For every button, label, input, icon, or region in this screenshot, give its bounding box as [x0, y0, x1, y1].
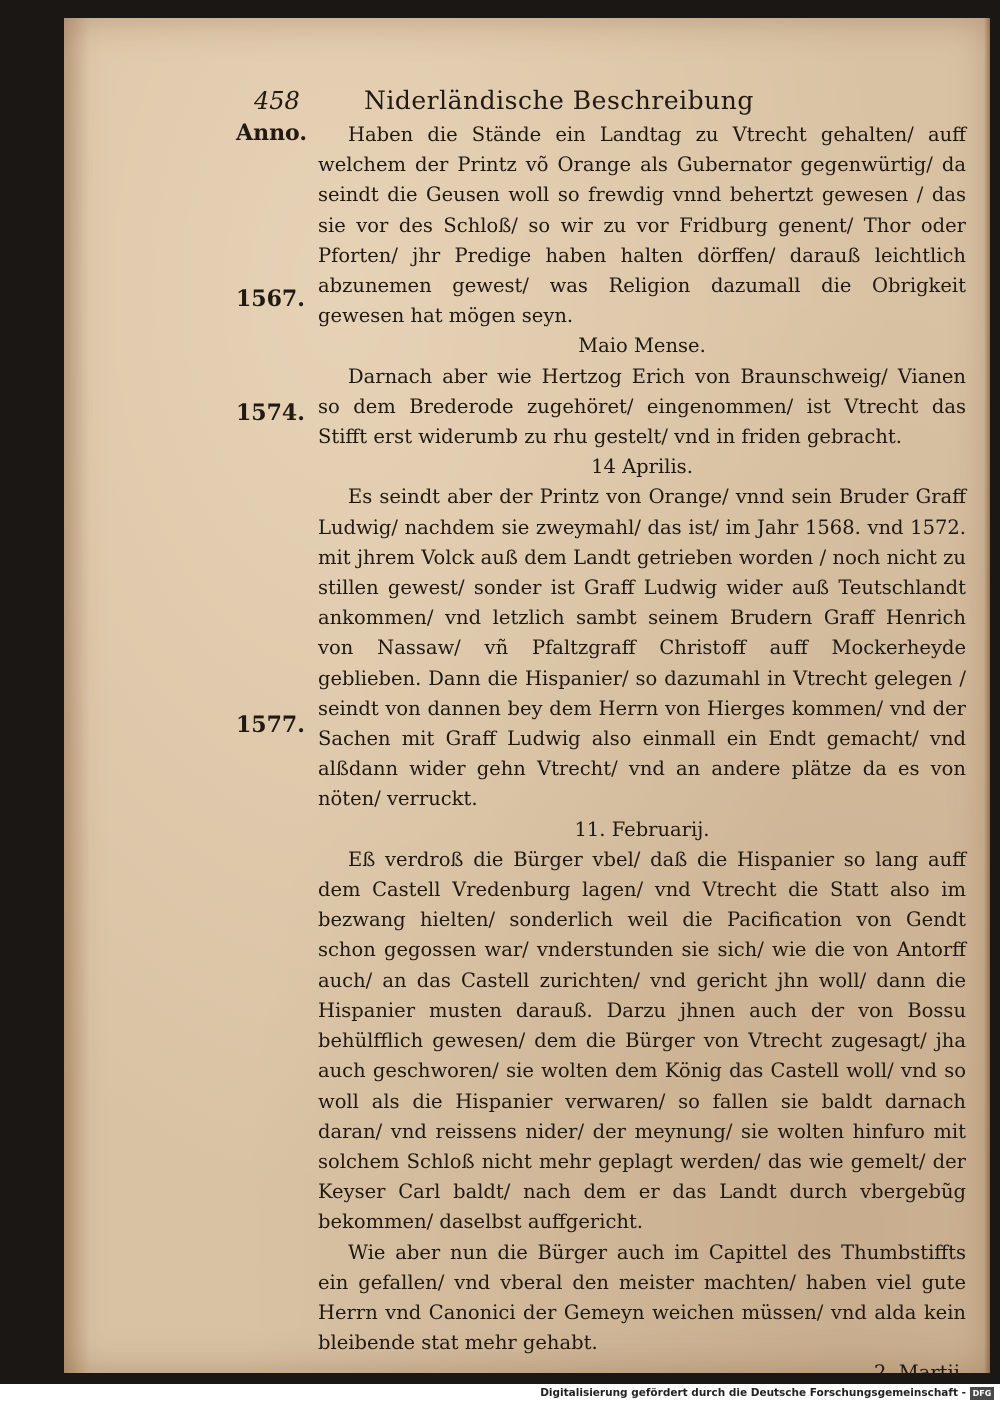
footer-bar	[0, 1384, 1000, 1404]
paragraph-landtag: Haben die Stände ein Landtag zu Vtrecht gehalten/ auff welchem der Printz võ Orange als Gubernator gegenwürtig/ da seindt die Geusen woll so frewdig vnnd behertzt gewesen / das sie vor des Schloß/ so wir zu vor Fridburg genent/ Thor oder Pforten/ jhr Predige haben halten dörffen/ darauß leichtlich abzunemen gewest/ was Religion dazumall die Obrigkeit gewesen hat mögen seyn.	[318, 123, 966, 328]
page-number: 458	[254, 87, 300, 115]
catchword: 2. Martij.	[873, 1361, 966, 1385]
running-head: Niderländische Beschreibung	[364, 86, 754, 115]
margin-note-1567: 1567.	[236, 286, 305, 312]
date-heading-aprilis: 14 Aprilis.	[591, 455, 693, 479]
margin-note-1574: 1574.	[236, 400, 305, 426]
paragraph-orange: Es seindt aber der Printz von Orange/ vnnd sein Bruder Graff Ludwig/ nachdem sie zweymahl/ das ist/ im Jahr 1568. vnd 1572. mit jhrem Volck auß dem Landt getrieben worden / noch nicht zu stillen gewest/ sonder ist Graff Ludwig wider auß Teutschlandt ankommen/ vnd letzlich sambt seinem Brudern Graff Henrich von Nassaw/ vñ Pfaltzgraff Christoff auff Mockerheyde geblieben. Dann die Hispanier/ so dazumahl in Vtrecht gelegen / seindt von dannen bey dem Herrn von Hierges kommen/ vnd der Sachen mit Graff Ludwig also einmall ein Endt gemacht/ vnd alßdann wider gehn Vtrecht/ vnd an andere plätze da es von nöten/ verruckt.	[318, 485, 966, 811]
margin-note-1577: 1577.	[236, 712, 305, 738]
dfg-logo: DFG	[970, 1387, 994, 1400]
date-heading-februarij: 11. Februarij.	[574, 817, 710, 841]
paragraph-braunschweig: Darnach aber wie Hertzog Erich von Braunschweig/ Vianen so dem Brederode zugehöret/ eingenommen/ ist Vtrecht das Stifft erst widerumb zu rhu gestelt/ vnd in friden gebracht.	[318, 364, 966, 449]
page-header	[254, 86, 824, 118]
paragraph-capittel: Wie aber nun die Bürger auch im Capittel des Thumbstiffts ein gefallen/ vnd vberal den meister machten/ haben viel gute Herrn vnd Canonici der Gemeyn weichen müssen/ vnd alda kein bleibende stat mehr gehabt.	[318, 1240, 966, 1355]
margin-note-anno: Anno.	[236, 120, 308, 146]
paragraph-castell: Eß verdroß die Bürger vbel/ daß die Hispanier so lang auff dem Castell Vredenburg lagen/ vnd Vtrecht die Statt also im bezwang hielten/ sonderlich weil die Pacification von Gendt schon gegossen war/ vnderstunden sie sich/ wie die von Antorff auch/ an das Castell zurichten/ vnd gericht jhn woll/ dann die Hispanier musten darauß. Darzu jhnen auch der von Bossu behülfflich gewesen/ dem die Bürger von Vtrecht zugesagt/ jha auch geschworen/ sie wolten dem König das Castell woll/ vnd so woll als die Hispanier verwaren/ so fallen sie baldt darnach daran/ vnd reissens nider/ der meynung/ sie wolten hinfuro mit solchem Schloß nicht mehr geplagt werden/ das wie gemelt/ der Keyser Carl baldt/ nach dem er das Landt durch vbergebũg bekommen/ daselbst auffgericht.	[318, 847, 966, 1234]
date-heading-maio: Maio Mense.	[578, 334, 706, 358]
page-edge-shadow	[984, 18, 990, 1373]
body-text	[318, 120, 966, 1389]
funding-notice: Digitalisierung gefördert durch die Deutsche Forschungsgemeinschaft -	[540, 1387, 966, 1399]
